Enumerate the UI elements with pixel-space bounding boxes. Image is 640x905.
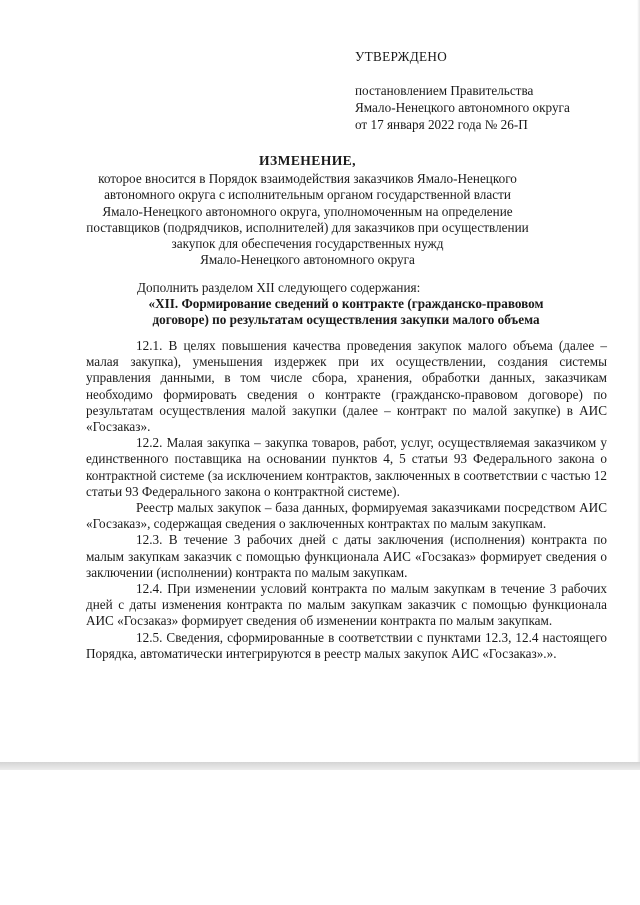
paragraph-12-5: 12.5. Сведения, сформированные в соответствии с пунктами 12.3, 12.4 настоящего Порядка, автоматически интегрируются в реестр малых закупок АИС «Госзаказ».».	[86, 629, 607, 661]
paragraph-12-4: 12.4. При изменении условий контракта по малым закупкам в течение 3 рабочих дней с даты изменения контракта по малым закупкам заказчик с помощью функционала АИС «Госзаказ» формирует сведения об изменении контракта по малым закупкам.	[86, 581, 607, 629]
section-title	[86, 296, 606, 328]
paragraph-12-1: 12.1. В целях повышения качества проведения закупок малого объема (далее – малая закупка), уменьшения издержек при их осуществлении, создания системы управления данными, в том числе сбора, хранения, обработки данных, заказчикам необходимо формировать сведения о контракте (гражданско-правовом договоре) по результатам осуществления малой закупки (далее – контракт по малой закупке) в АИС «Госзаказ».	[86, 338, 607, 435]
heading-line: автономного округа с исполнительным органом государственной власти	[104, 187, 511, 203]
heading-line: закупок для обеспечения государственных нужд	[171, 236, 444, 252]
section-title-line: «XII. Формирование сведений о контракте (гражданско-правовом	[148, 296, 544, 311]
lead-sentence: Дополнить разделом XII следующего содержания:	[137, 280, 421, 295]
approval-line: постановлением Правительства	[355, 83, 534, 98]
document-heading	[80, 153, 535, 268]
approval-title: УТВЕРЖДЕНО	[355, 49, 448, 64]
paragraph-12-2: 12.2. Малая закупка – закупка товаров, работ, услуг, осуществляемая заказчиком у единственного поставщика на основании пунктов 4, 5 статьи 93 Федерального закона о контрактной системе (за исключением контрактов, заключенных в соответствии с частью 12 статьи 93 Федерального закона о контрактной системе).	[86, 435, 607, 499]
scan-bottom-edge	[0, 762, 640, 770]
approval-stamp-block	[355, 48, 615, 133]
section-body	[86, 338, 607, 662]
paragraph-12-3: 12.3. В течение 3 рабочих дней с даты заключения (исполнения) контракта по малым закупкам заказчик с помощью функционала АИС «Госзаказ» формирует сведения о заключении (исполнении) контракта по малым закупкам.	[86, 532, 607, 580]
heading-line: которое вносится в Порядок взаимодействия заказчиков Ямало-Ненецкого	[98, 171, 517, 187]
approval-line: Ямало-Ненецкого автономного округа	[355, 100, 570, 115]
heading-line: поставщиков (подрядчиков, исполнителей) для заказчиков при осуществлении	[86, 219, 529, 235]
document-title: ИЗМЕНЕНИЕ,	[259, 153, 356, 168]
section-title-line: договоре) по результатам осуществления закупки малого объема	[152, 312, 540, 327]
approval-line: от 17 января 2022 года № 26-П	[355, 117, 528, 132]
heading-line: Ямало-Ненецкого автономного округа	[200, 252, 415, 268]
paragraph-registry: Реестр малых закупок – база данных, формируемая заказчиками посредством АИС «Госзаказ», содержащая сведения о заключенных контрактах по малым закупкам.	[86, 500, 607, 532]
heading-line: Ямало-Ненецкого автономного округа, уполномоченным на определение	[102, 203, 513, 219]
